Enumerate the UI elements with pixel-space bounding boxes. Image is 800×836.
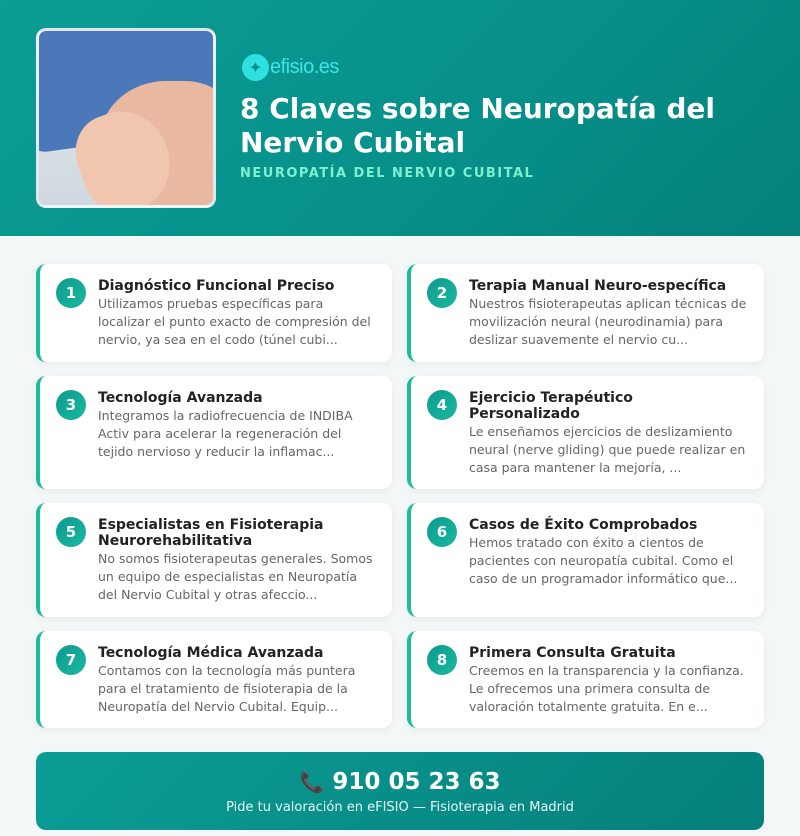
key-title: Tecnología Avanzada (98, 390, 263, 406)
key-description: Le enseñamos ejercicios de deslizamiento neural (nerve gliding) que puede realizar en casa para mantener la mejoría, ... (469, 424, 746, 475)
key-card (407, 503, 764, 617)
logo-figure-icon: ✦ (242, 54, 269, 81)
elbow-photo (36, 28, 216, 208)
key-card (36, 264, 392, 362)
key-description: Contamos con la tecnología más puntera para el tratamiento de fisioterapia de la Neuropatía del Nervio Cubital. Equip... (98, 663, 356, 714)
key-number-badge: 6 (427, 517, 457, 547)
call-to-action-banner[interactable] (36, 752, 764, 830)
key-number-badge: 3 (56, 390, 86, 420)
key-description: Utilizamos pruebas específicas para localizar el punto exacto de compresión del nervio, ya sea en el codo (túnel cubi... (98, 296, 371, 347)
key-number-badge: 8 (427, 645, 457, 675)
key-card (407, 631, 764, 728)
key-card (407, 376, 764, 489)
key-title: Primera Consulta Gratuita (469, 645, 676, 661)
key-number-badge: 5 (56, 517, 86, 547)
key-description: No somos fisioterapeutas generales. Somos un equipo de especialistas en Neuropatía del Nervio Cubital y otras afeccio... (98, 551, 373, 602)
phone-icon: 📞 (299, 770, 325, 794)
key-title: Tecnología Médica Avanzada (98, 645, 324, 661)
cta-tagline: Pide tu valoración en eFISIO — Fisioterapia en Madrid (226, 800, 574, 815)
key-number-badge: 1 (56, 278, 86, 308)
efisio-logo[interactable] (242, 54, 339, 81)
logo-text: efisio.es (270, 56, 339, 78)
page-title: 8 Claves sobre Neuropatía del Nervio Cubital (240, 92, 716, 159)
key-card (36, 376, 392, 489)
header (0, 0, 800, 236)
phone-number[interactable] (36, 768, 764, 796)
key-description: Integramos la radiofrecuencia de INDIBA Activ para acelerar la regeneración del tejido nervioso y reducir la inflamac... (98, 408, 353, 459)
key-description: Nuestros fisioterapeutas aplican técnicas de movilización neural (neurodinamia) para deslizar suavemente el nervio cu... (469, 296, 747, 347)
key-title: Diagnóstico Funcional Preciso (98, 278, 335, 294)
key-description: Hemos tratado con éxito a cientos de pacientes con neuropatía cubital. Como el caso de un programador informático que... (469, 535, 738, 586)
key-description: Creemos en la transparencia y la confianza. Le ofrecemos una primera consulta de valoración totalmente gratuita. En e... (469, 663, 744, 714)
key-card (36, 503, 392, 617)
key-title: Casos de Éxito Comprobados (469, 517, 698, 533)
key-card (36, 631, 392, 728)
key-number-badge: 2 (427, 278, 457, 308)
key-title: Especialistas en Fisioterapia Neurorehabilitativa (98, 517, 324, 549)
key-number-badge: 7 (56, 645, 86, 675)
keys-grid (36, 264, 764, 728)
key-title: Ejercicio Terapéutico Personalizado (469, 390, 633, 422)
key-number-badge: 4 (427, 390, 457, 420)
key-card (407, 264, 764, 362)
phone-number-text: 910 05 23 63 (332, 769, 501, 795)
page-subtitle: NEUROPATÍA DEL NERVIO CUBITAL (240, 166, 535, 181)
key-title: Terapia Manual Neuro-específica (469, 278, 727, 294)
